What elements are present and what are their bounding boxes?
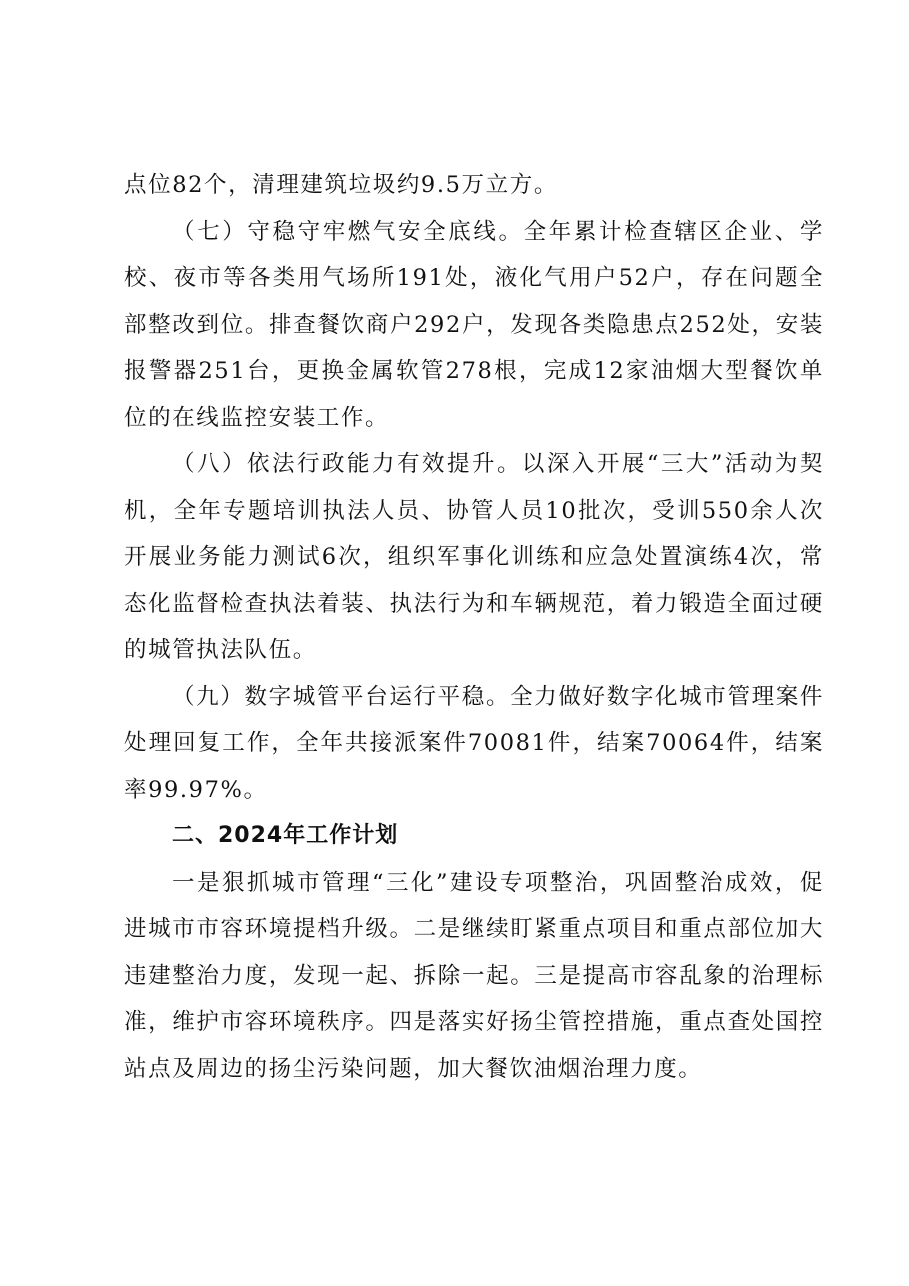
document-body bbox=[124, 162, 824, 1092]
paragraph-gas-safety: （七）守稳守牢燃气安全底线。全年累计检查辖区企业、学校、夜市等各类用气场所191处，液化气用户52户，存在问题全部整改到位。排查餐饮商户292户，发现各类隐患点252处，安装报警器251台，更换金属软管278根，完成12家油烟大型餐饮单位的在线监控安装工作。 bbox=[124, 218, 824, 431]
paragraph-continuation: 点位82个，清理建筑垃圾约9.5万立方。 bbox=[124, 172, 558, 198]
paragraph-digital-platform: （九）数字城管平台运行平稳。全力做好数字化城市管理案件处理回复工作，全年共接派案件70081件，结案70064件，结案率99.97%。 bbox=[124, 683, 824, 803]
paragraph-law-enforcement: （八）依法行政能力有效提升。以深入开展“三大”活动为契机，全年专题培训执法人员、协管人员10批次，受训550余人次开展业务能力测试6次，组织军事化训练和应急处置演练4次，常态化监督检查执法着装、执法行为和车辆规范，着力锻造全面过硬的城管执法队伍。 bbox=[124, 451, 824, 663]
paragraph-work-plan: 一是狠抓城市管理“三化”建设专项整治，巩固整治成效，促进城市市容环境提档升级。二是继续盯紧重点项目和重点部位加大违建整治力度，发现一起、拆除一起。三是提高市容乱象的治理标准，维护市容环境秩序。四是落实好扬尘管控措施，重点查处国控站点及周边的扬尘污染问题，加大餐饮油烟治理力度。 bbox=[124, 869, 824, 1082]
section-heading: 二、2024年工作计划 bbox=[172, 823, 399, 848]
